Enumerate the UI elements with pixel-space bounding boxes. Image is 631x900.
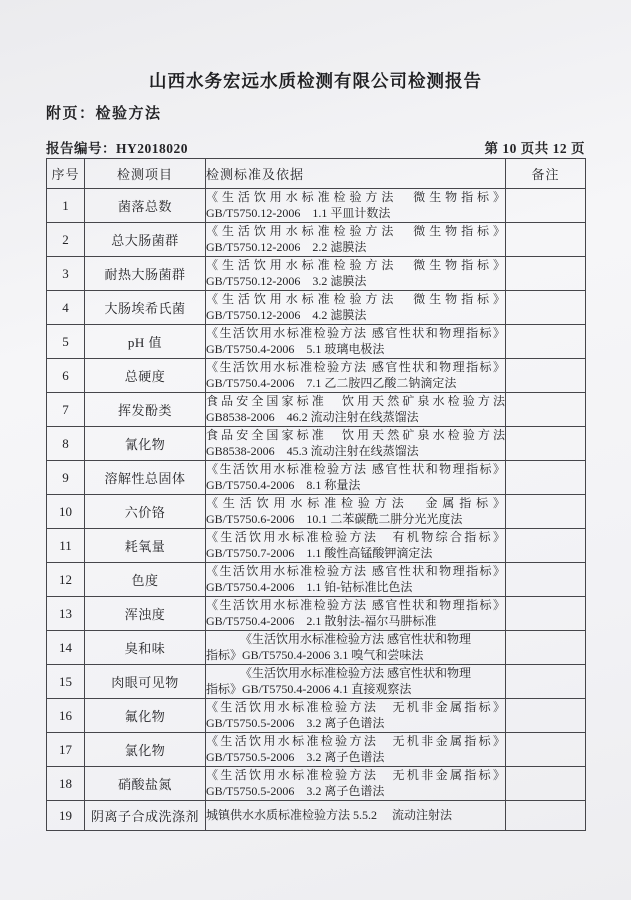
cell-standard <box>206 597 506 631</box>
methods-table <box>46 158 586 831</box>
header-cell-item: 检测项目 <box>85 159 206 189</box>
table-row <box>47 223 586 257</box>
standard-line-2: GB/T5750.4-2006 7.1 乙二胺四乙酸二钠滴定法 <box>206 375 457 390</box>
cell-no: 14 <box>47 631 85 665</box>
table-row <box>47 325 586 359</box>
cell-no: 9 <box>47 461 85 495</box>
table-row <box>47 597 586 631</box>
standard-line-2: GB8538-2006 45.3 流动注射在线蒸馏法 <box>206 443 419 458</box>
cell-standard <box>206 461 506 495</box>
cell-no: 19 <box>47 801 85 831</box>
table-row <box>47 189 586 223</box>
cell-no: 4 <box>47 291 85 325</box>
cell-remark <box>506 291 586 325</box>
cell-item: pH 值 <box>85 325 206 359</box>
table-row <box>47 291 586 325</box>
cell-standard <box>206 427 506 461</box>
header-cell-standard: 检测标准及依据 <box>206 159 506 189</box>
cell-remark <box>506 801 586 831</box>
standard-line-1: 城镇供水水质标准检验方法 5.5.2 流动注射法 <box>206 807 453 822</box>
cell-item: 色度 <box>85 563 206 597</box>
cell-remark <box>506 699 586 733</box>
cell-no: 16 <box>47 699 85 733</box>
table-row <box>47 257 586 291</box>
cell-remark <box>506 393 586 427</box>
cell-remark <box>506 461 586 495</box>
standard-line-2: GB/T5750.7-2006 1.1 酸性高锰酸钾滴定法 <box>206 545 433 560</box>
cell-item: 阴离子合成洗涤剂 <box>85 801 206 831</box>
cell-standard <box>206 291 506 325</box>
standard-line-1: 《生活饮用水标准检验方法 无机非金属指标》 <box>206 734 505 748</box>
header-cell-remark: 备注 <box>506 159 586 189</box>
cell-item: 臭和味 <box>85 631 206 665</box>
table-row <box>47 767 586 801</box>
cell-no: 18 <box>47 767 85 801</box>
table-row <box>47 427 586 461</box>
table-row <box>47 359 586 393</box>
cell-remark <box>506 597 586 631</box>
cell-item: 总硬度 <box>85 359 206 393</box>
cell-item: 挥发酚类 <box>85 393 206 427</box>
cell-no: 17 <box>47 733 85 767</box>
cell-no: 13 <box>47 597 85 631</box>
table-row <box>47 461 586 495</box>
standard-line-1: 《生活饮用水标准检验方法 感官性状和物理 <box>239 666 471 680</box>
cell-standard <box>206 767 506 801</box>
cell-item: 耐热大肠菌群 <box>85 257 206 291</box>
cell-remark <box>506 257 586 291</box>
standard-line-2: GB/T5750.5-2006 3.2 离子色谱法 <box>206 783 385 798</box>
standard-line-1: 食品安全国家标准 饮用天然矿泉水检验方法 <box>206 394 505 408</box>
cell-no: 1 <box>47 189 85 223</box>
standard-line-1: 《生活饮用水标准检验方法 感官性状和物理指标》 <box>206 326 505 340</box>
cell-standard <box>206 359 506 393</box>
table-row <box>47 563 586 597</box>
table-body <box>47 189 586 831</box>
table-row <box>47 631 586 665</box>
cell-no: 3 <box>47 257 85 291</box>
standard-line-1: 《生活饮用水标准检验方法 感官性状和物理指标》 <box>206 360 505 374</box>
standard-line-1: 《生活饮用水标准检验方法 感官性状和物理指标》 <box>206 564 505 578</box>
cell-remark <box>506 529 586 563</box>
cell-no: 2 <box>47 223 85 257</box>
standard-line-2: 指标》GB/T5750.4-2006 4.1 直接观察法 <box>206 681 412 696</box>
cell-no: 7 <box>47 393 85 427</box>
report-number: 报告编号：HY2018020 <box>46 141 188 156</box>
cell-no: 8 <box>47 427 85 461</box>
cell-standard <box>206 665 506 699</box>
cell-remark <box>506 359 586 393</box>
standard-line-2: GB/T5750.12-2006 1.1 平皿计数法 <box>206 205 391 220</box>
cell-standard <box>206 529 506 563</box>
cell-remark <box>506 495 586 529</box>
cell-no: 6 <box>47 359 85 393</box>
appendix-label: 附页：检验方法 <box>46 105 162 122</box>
standard-line-2: GB/T5750.4-2006 1.1 铂-钴标准比色法 <box>206 579 413 594</box>
cell-standard <box>206 631 506 665</box>
standard-line-2: GB/T5750.12-2006 3.2 滤膜法 <box>206 273 367 288</box>
cell-standard <box>206 495 506 529</box>
cell-item: 总大肠菌群 <box>85 223 206 257</box>
cell-standard <box>206 563 506 597</box>
cell-remark <box>506 733 586 767</box>
report-meta-row <box>46 137 585 157</box>
standard-line-2: GB/T5750.5-2006 3.2 离子色谱法 <box>206 715 385 730</box>
cell-standard <box>206 189 506 223</box>
standard-line-2: GB/T5750.6-2006 10.1 二苯碳酰二肼分光光度法 <box>206 511 463 526</box>
cell-remark <box>506 631 586 665</box>
standard-line-1: 《生活饮用水标准检验方法 微生物指标》 <box>206 224 505 238</box>
cell-remark <box>506 223 586 257</box>
standard-line-2: GB/T5750.4-2006 2.1 散射法-福尔马肼标准 <box>206 613 437 628</box>
standard-line-1: 《生活饮用水标准检验方法 微生物指标》 <box>206 258 505 272</box>
cell-remark <box>506 325 586 359</box>
cell-no: 15 <box>47 665 85 699</box>
cell-no: 11 <box>47 529 85 563</box>
cell-remark <box>506 563 586 597</box>
standard-line-2: 指标》GB/T5750.4-2006 3.1 嗅气和尝味法 <box>206 647 424 662</box>
cell-no: 12 <box>47 563 85 597</box>
cell-item: 氯化物 <box>85 733 206 767</box>
cell-remark <box>506 427 586 461</box>
page-title: 山西水务宏远水质检测有限公司检测报告 <box>149 71 482 91</box>
cell-standard <box>206 325 506 359</box>
header-cell-no: 序号 <box>47 159 85 189</box>
cell-remark <box>506 189 586 223</box>
cell-item: 硝酸盐氮 <box>85 767 206 801</box>
standard-line-2: GB/T5750.12-2006 2.2 滤膜法 <box>206 239 367 254</box>
standard-line-2: GB/T5750.5-2006 3.2 离子色谱法 <box>206 749 385 764</box>
standard-line-1: 《生活饮用水标准检验方法 金属指标》 <box>206 496 505 510</box>
standard-line-1: 《生活饮用水标准检验方法 无机非金属指标》 <box>206 700 505 714</box>
table-row <box>47 801 586 831</box>
cell-standard <box>206 801 506 831</box>
table-row <box>47 495 586 529</box>
cell-remark <box>506 767 586 801</box>
standard-line-2: GB/T5750.12-2006 4.2 滤膜法 <box>206 307 367 322</box>
table-row <box>47 699 586 733</box>
standard-line-1: 《生活饮用水标准检验方法 微生物指标》 <box>206 292 505 306</box>
standard-line-2: GB/T5750.4-2006 8.1 称量法 <box>206 477 361 492</box>
cell-item: 菌落总数 <box>85 189 206 223</box>
cell-standard <box>206 733 506 767</box>
standard-line-1: 《生活饮用水标准检验方法 感官性状和物理指标》 <box>206 462 505 476</box>
standard-line-1: 《生活饮用水标准检验方法 有机物综合指标》 <box>206 530 505 544</box>
cell-standard <box>206 223 506 257</box>
cell-no: 5 <box>47 325 85 359</box>
standard-line-1: 食品安全国家标准 饮用天然矿泉水检验方法 <box>206 428 505 442</box>
standard-line-1: 《生活饮用水标准检验方法 无机非金属指标》 <box>206 768 505 782</box>
standard-line-2: GB/T5750.4-2006 5.1 玻璃电极法 <box>206 341 385 356</box>
table-row <box>47 393 586 427</box>
table-row <box>47 733 586 767</box>
standard-line-1: 《生活饮用水标准检验方法 微生物指标》 <box>206 190 505 204</box>
standard-line-1: 《生活饮用水标准检验方法 感官性状和物理指标》 <box>206 598 505 612</box>
table-header-row <box>47 159 586 189</box>
cell-no: 10 <box>47 495 85 529</box>
standard-line-1: 《生活饮用水标准检验方法 感官性状和物理 <box>239 632 471 646</box>
cell-standard <box>206 699 506 733</box>
cell-item: 大肠埃希氏菌 <box>85 291 206 325</box>
cell-standard <box>206 257 506 291</box>
cell-remark <box>506 665 586 699</box>
cell-standard <box>206 393 506 427</box>
cell-item: 氰化物 <box>85 427 206 461</box>
cell-item: 肉眼可见物 <box>85 665 206 699</box>
cell-item: 氟化物 <box>85 699 206 733</box>
table-row <box>47 665 586 699</box>
table-row <box>47 529 586 563</box>
cell-item: 溶解性总固体 <box>85 461 206 495</box>
cell-item: 浑浊度 <box>85 597 206 631</box>
cell-item: 六价铬 <box>85 495 206 529</box>
standard-line-2: GB8538-2006 46.2 流动注射在线蒸馏法 <box>206 409 419 424</box>
cell-item: 耗氧量 <box>85 529 206 563</box>
page-indicator: 第 10 页共 12 页 <box>484 141 585 156</box>
